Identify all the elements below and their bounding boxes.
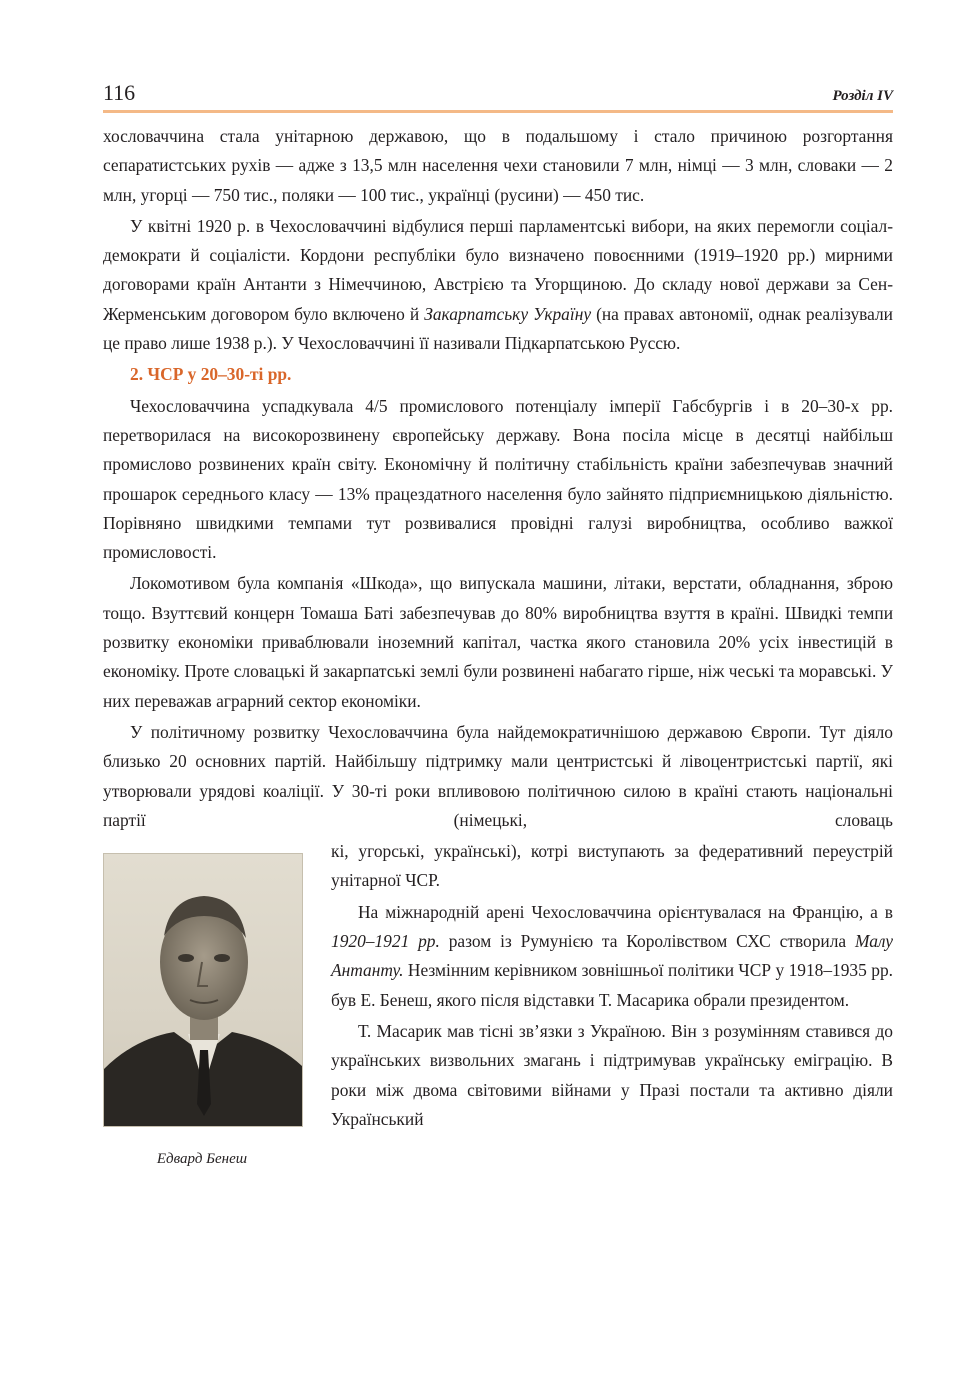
portrait-photo-icon: [103, 853, 303, 1127]
paragraph-continued: кі, угорські, українські), котрі виступають за федеративний переустрій унітарної ЧСР.: [331, 841, 893, 891]
body-text: [103, 122, 893, 1168]
paragraph: Чехословаччина успадкувала 4/5 промислового потенціалу імперії Габсбургів і в 20–30-х рр. перетворилася на високорозвинену європейську державу. Вона посіла місце в десятці найбільш промислово розвинених країн світу. Економічну й політичну стабільність країни забезпечував значний прошарок середнього класу — 13% працездатного населення було зайнято підприємницькою діяльністю. Порівняно швидкими темпами тут розвивалися провідні галузі виробництва, особливо важкої промисловості.: [103, 395, 893, 563]
paragraph-text: У квітні 1920 р. в Чехословаччині відбулися перші парламентські вибори, на яких перемогли соціал-демократи й соціалісти. Кордони республіки було визначено повоєнними (1919–1920 рр.) мирними договорами країн Антанти з Німеччиною, Австрією та Угорщиною. До складу нової держави за Сен-Жерменським договором було включено й: [103, 215, 893, 324]
paragraph: хословаччина стала унітарною державою, що в подальшому і стало причиною розгортання сепаратистських рухів — адже з 13,5 млн населення чехи становили 7 млн, німці — 3 млн, словаки — 2 млн, угорці — 750 тис., поляки — 100 тис., українці (русини) — 450 тис.: [103, 126, 893, 205]
paragraph-text: разом із Румунією та Королівством СХС створила: [439, 931, 855, 952]
paragraph: Т. Масарик мав тісні зв’язки з Україною. Він з розумінням ставився до українських визвольних змагань і підтримував українську еміграцію. В роки між двома світовими війнами у Празі постали та активно діяли Український: [331, 1020, 893, 1129]
paragraph-text: (на правах автономії, однак реалізували це право лише 1938 р.). У Чехословаччині її називали Підкарпатською Руссю.: [103, 303, 893, 354]
italic-term: Малу Антанту.: [331, 931, 893, 981]
section-label: Розділ IV: [832, 88, 893, 104]
paragraph-text: Незмінним керівником зовнішньої політики ЧСР у 1918–1935 рр. був Е. Бенеш, якого після відставки Т. Масарика обрали президентом.: [331, 960, 893, 1010]
paragraph: Локомотивом була компанія «Шкода», що випускала машини, літаки, верстати, обладнання, зброю тощо. Взуттєвий концерн Томаша Баті забезпечував до 80% виробництва взуття в країні. Швидкі темпи розвитку економіки приваблювали іноземний капітал, частка якого становила 20% усіх інвестицій в економіку. Проте словацькі й закарпатські землі були розвинені набагато гірше, ніж чеські та моравські. У них переважав аграрний сектор економіки.: [103, 573, 893, 711]
paragraph: У політичному розвитку Чехословаччина була найдемократичнішою державою Європи. Тут діяло близько 20 основних партій. Найбільшу підтримку мали центристські й лівоцентристські партії, які утворювали урядові коаліції. У 30-ті роки впливовою політичною силою в країні стають національні партії (німецькі, словаць: [103, 721, 893, 830]
header-rule: [103, 110, 893, 113]
section-heading: 2. ЧСР у 20–30-ті рр.: [130, 364, 292, 385]
figure-caption: Едвард Бенеш: [156, 1151, 248, 1168]
page-header: [103, 76, 893, 110]
italic-term: Закарпатську Україну: [424, 303, 592, 324]
figure: [103, 853, 313, 1168]
paragraph-text: На міжнародній арені Чехословаччина орієнтувалася на Францію, а в: [358, 901, 893, 922]
paragraph: [103, 212, 893, 358]
italic-term: 1920–1921 рр.: [331, 931, 440, 952]
page-number: 116: [103, 80, 136, 105]
